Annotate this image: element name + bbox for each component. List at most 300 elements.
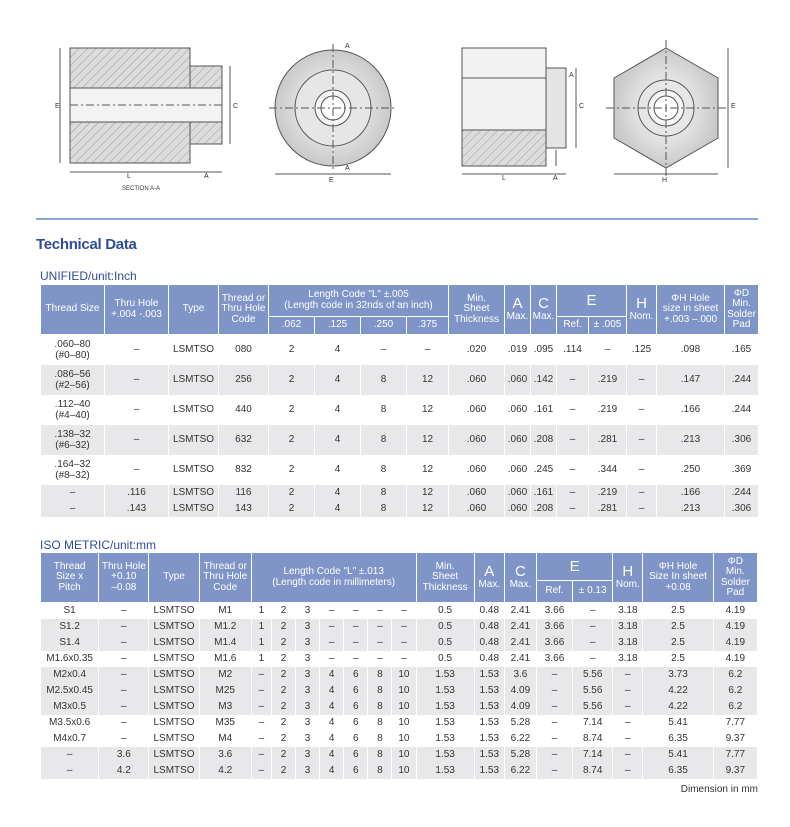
table-cell: 0.5 <box>416 635 474 651</box>
table-cell: M25 <box>199 683 251 699</box>
table-cell: 2 <box>271 619 295 635</box>
table-cell: 1.53 <box>416 763 474 779</box>
table-cell: 3 <box>296 651 320 667</box>
col-c: C Max. <box>531 285 557 335</box>
table-cell: 8 <box>368 763 392 779</box>
table-cell: 4 <box>315 425 361 455</box>
table-cell: – <box>627 395 657 425</box>
table-cell: .116 <box>105 485 169 501</box>
table-cell: .166 <box>657 395 725 425</box>
col-thread-code: Thread or Thru Hole Code <box>199 553 251 603</box>
table-cell: – <box>368 603 392 619</box>
table-cell: – <box>99 603 149 619</box>
table-cell: 2.5 <box>643 635 713 651</box>
table-cell: – <box>251 763 271 779</box>
table-cell: – <box>105 455 169 485</box>
table-cell: 1.53 <box>474 731 504 747</box>
table-cell: 3.66 <box>536 635 572 651</box>
table-cell: 3.73 <box>643 667 713 683</box>
table-cell: – <box>41 747 99 763</box>
table-cell: 2 <box>271 603 295 619</box>
table-cell: – <box>557 485 589 501</box>
table-cell: – <box>320 651 344 667</box>
table-cell: 1.53 <box>416 699 474 715</box>
table-cell: M2x0.4 <box>41 667 99 683</box>
table-cell: – <box>368 635 392 651</box>
table-cell: – <box>613 667 643 683</box>
table-cell: – <box>105 425 169 455</box>
table-cell: 6.22 <box>504 763 536 779</box>
table-cell: – <box>613 731 643 747</box>
table-cell: 2.41 <box>504 635 536 651</box>
unified-table-label: UNIFIED/unit:Inch <box>40 269 137 283</box>
table-cell: 2 <box>271 683 295 699</box>
table-cell: – <box>99 651 149 667</box>
table-cell: M2 <box>199 667 251 683</box>
table-cell: .250 <box>657 455 725 485</box>
table-cell: 10 <box>392 699 416 715</box>
table-cell: 3.18 <box>613 651 643 667</box>
table-cell: 0.5 <box>416 619 474 635</box>
table-row <box>41 335 759 365</box>
table-cell: 8 <box>368 715 392 731</box>
table-cell: 6 <box>344 683 368 699</box>
table-cell: – <box>368 651 392 667</box>
col-phi-h: ΦH Hole size in sheet +.003 –.000 <box>657 285 725 335</box>
table-cell: 8 <box>361 425 407 455</box>
table-cell: .143 <box>105 501 169 517</box>
table-cell: 5.41 <box>643 715 713 731</box>
table-cell: 4.2 <box>99 763 149 779</box>
table-cell: – <box>557 395 589 425</box>
table-cell: 1.53 <box>416 747 474 763</box>
table-cell: .114 <box>557 335 589 365</box>
table-cell: 2 <box>269 425 315 455</box>
table-cell: 2.5 <box>643 603 713 619</box>
table-cell: – <box>251 747 271 763</box>
table-cell: .098 <box>657 335 725 365</box>
table-cell: – <box>573 603 613 619</box>
table-cell: 2 <box>269 395 315 425</box>
col-type: Type <box>169 285 219 335</box>
table-cell: .095 <box>531 335 557 365</box>
table-cell: – <box>536 683 572 699</box>
table-cell: 6.2 <box>713 683 757 699</box>
table-cell: .306 <box>725 501 759 517</box>
table-cell: – <box>627 425 657 455</box>
table-cell: 143 <box>219 501 269 517</box>
table-cell: 6.35 <box>643 763 713 779</box>
table-cell: 2 <box>269 501 315 517</box>
table-row <box>41 425 759 455</box>
table-cell: 080 <box>219 335 269 365</box>
metric-table-body <box>41 603 758 779</box>
table-row <box>41 683 758 699</box>
table-cell: 7.14 <box>573 747 613 763</box>
table-cell: – <box>344 651 368 667</box>
table-cell: – <box>320 619 344 635</box>
table-cell: 832 <box>219 455 269 485</box>
table-cell: .306 <box>725 425 759 455</box>
table-cell: 5.56 <box>573 667 613 683</box>
table-cell: 4.19 <box>713 635 757 651</box>
table-cell: – <box>99 635 149 651</box>
table-cell: 2 <box>271 715 295 731</box>
section-view <box>60 48 230 172</box>
drawing-label: A <box>569 72 574 79</box>
table-cell: .060 <box>449 501 505 517</box>
table-cell: 10 <box>392 715 416 731</box>
table-cell: M3x0.5 <box>41 699 99 715</box>
table-cell: 3.6 <box>199 747 251 763</box>
table-cell: 6.2 <box>713 667 757 683</box>
table-cell: – <box>99 731 149 747</box>
table-row <box>41 731 758 747</box>
unified-table <box>40 284 759 517</box>
table-cell: – <box>557 425 589 455</box>
table-cell: – <box>557 365 589 395</box>
table-cell: 3 <box>296 747 320 763</box>
table-cell: .161 <box>531 485 557 501</box>
table-cell: 4 <box>320 715 344 731</box>
table-cell: .060 <box>449 455 505 485</box>
table-cell: 6 <box>344 667 368 683</box>
table-cell: – <box>557 455 589 485</box>
table-cell: .369 <box>725 455 759 485</box>
table-cell: 3 <box>296 763 320 779</box>
table-cell: 8 <box>361 455 407 485</box>
table-cell: – <box>407 335 449 365</box>
table-cell: 5.28 <box>504 715 536 731</box>
table-cell: .019 <box>505 335 531 365</box>
table-row <box>41 501 759 517</box>
drawing-label: E <box>329 177 334 184</box>
col-thread-size: Thread Size x Pitch <box>41 553 99 603</box>
table-cell: 1.53 <box>416 667 474 683</box>
table-cell: 3.6 <box>99 747 149 763</box>
table-cell: 2 <box>271 667 295 683</box>
drawing-label: E <box>731 103 736 110</box>
table-cell: 4 <box>315 501 361 517</box>
table-cell: – <box>536 699 572 715</box>
table-cell: 8 <box>368 667 392 683</box>
table-cell: 5.28 <box>504 747 536 763</box>
table-cell: 1 <box>251 635 271 651</box>
table-cell: 6.22 <box>504 731 536 747</box>
col-thread-code: Thread or Thru Hole Code <box>219 285 269 335</box>
table-cell: 6 <box>344 763 368 779</box>
table-cell: 8 <box>361 485 407 501</box>
col-phi-d: ΦD Min. Solder Pad <box>713 553 757 603</box>
col-h: H Nom. <box>613 553 643 603</box>
table-cell: 1 <box>251 651 271 667</box>
table-cell: LSMTSO <box>149 715 199 731</box>
table-cell: 2 <box>269 365 315 395</box>
technical-drawings <box>0 0 790 215</box>
table-cell: .208 <box>531 425 557 455</box>
table-cell: .060 <box>505 395 531 425</box>
table-cell: 2 <box>271 763 295 779</box>
table-cell: – <box>536 763 572 779</box>
table-cell: 116 <box>219 485 269 501</box>
table-cell: – <box>613 747 643 763</box>
table-cell: – <box>392 651 416 667</box>
table-cell: 3.66 <box>536 603 572 619</box>
table-cell: .164–32 (#8–32) <box>41 455 105 485</box>
table-cell: 12 <box>407 485 449 501</box>
table-row <box>41 455 759 485</box>
table-cell: 4.22 <box>643 683 713 699</box>
table-cell: .219 <box>589 365 627 395</box>
table-cell: – <box>536 747 572 763</box>
metric-table <box>40 552 758 779</box>
table-cell: 0.5 <box>416 603 474 619</box>
table-cell: 4.19 <box>713 603 757 619</box>
table-cell: .060 <box>505 365 531 395</box>
table-cell: .161 <box>531 395 557 425</box>
table-cell: – <box>344 603 368 619</box>
table-cell: LSMTSO <box>169 335 219 365</box>
table-cell: 2 <box>269 455 315 485</box>
table-cell: .245 <box>531 455 557 485</box>
table-cell: 3 <box>296 603 320 619</box>
table-cell: LSMTSO <box>169 501 219 517</box>
table-cell: 3 <box>296 699 320 715</box>
table-cell: M1.6 <box>199 651 251 667</box>
drawing-label: A <box>345 43 350 50</box>
table-cell: 10 <box>392 683 416 699</box>
table-cell: .244 <box>725 395 759 425</box>
table-cell: – <box>573 635 613 651</box>
table-cell: 4.22 <box>643 699 713 715</box>
hex-end-view <box>606 40 728 176</box>
table-cell: 3 <box>296 619 320 635</box>
table-cell: .213 <box>657 501 725 517</box>
col-thru-hole: Thru Hole +.004 -.003 <box>105 285 169 335</box>
table-cell: M35 <box>199 715 251 731</box>
drawing-label: E <box>55 103 60 110</box>
col-thru-hole: Thru Hole +0.10 –0.08 <box>99 553 149 603</box>
table-cell: – <box>613 715 643 731</box>
table-cell: – <box>99 699 149 715</box>
table-cell: 3 <box>296 667 320 683</box>
table-cell: 8.74 <box>573 763 613 779</box>
metric-table-label: ISO METRIC/unit:mm <box>40 538 157 552</box>
table-cell: 3.18 <box>613 635 643 651</box>
table-cell: 2 <box>271 635 295 651</box>
table-cell: 2.5 <box>643 651 713 667</box>
drawing-label: L <box>127 173 131 180</box>
drawing-label: A <box>345 165 350 172</box>
table-cell: 4 <box>320 731 344 747</box>
table-cell: 440 <box>219 395 269 425</box>
table-cell: 3.66 <box>536 651 572 667</box>
table-cell: 12 <box>407 425 449 455</box>
col-h: H Nom. <box>627 285 657 335</box>
table-cell: S1.4 <box>41 635 99 651</box>
table-cell: 7.14 <box>573 715 613 731</box>
table-row <box>41 365 759 395</box>
table-cell: – <box>41 501 105 517</box>
unified-table-body <box>41 335 759 517</box>
table-cell: 4 <box>320 683 344 699</box>
table-cell: 0.48 <box>474 619 504 635</box>
table-cell: 5.41 <box>643 747 713 763</box>
table-cell: – <box>573 619 613 635</box>
table-cell: 6 <box>344 731 368 747</box>
table-cell: .060 <box>505 425 531 455</box>
table-cell: LSMTSO <box>149 683 199 699</box>
table-cell: 4 <box>320 667 344 683</box>
table-cell: 3.66 <box>536 619 572 635</box>
table-cell: 1.53 <box>474 667 504 683</box>
table-cell: LSMTSO <box>149 731 199 747</box>
table-cell: 0.48 <box>474 651 504 667</box>
table-cell: 3 <box>296 683 320 699</box>
table-cell: – <box>99 619 149 635</box>
table-cell: .244 <box>725 485 759 501</box>
table-cell: – <box>251 683 271 699</box>
table-cell: 4 <box>315 485 361 501</box>
table-cell: – <box>41 763 99 779</box>
table-cell: 1.53 <box>416 731 474 747</box>
table-cell: 1.53 <box>474 699 504 715</box>
table-cell: – <box>99 715 149 731</box>
table-cell: 4.2 <box>199 763 251 779</box>
table-cell: – <box>392 635 416 651</box>
col-min-sheet: Min. Sheet Thickness <box>449 285 505 335</box>
table-row <box>41 395 759 425</box>
table-cell: 8 <box>368 683 392 699</box>
table-row <box>41 763 758 779</box>
table-cell: – <box>557 501 589 517</box>
table-cell: 4 <box>320 699 344 715</box>
table-cell: .213 <box>657 425 725 455</box>
table-cell: 1 <box>251 619 271 635</box>
table-cell: – <box>251 715 271 731</box>
table-cell: – <box>99 667 149 683</box>
table-cell: 0.48 <box>474 635 504 651</box>
table-cell: 12 <box>407 501 449 517</box>
table-cell: 8 <box>361 501 407 517</box>
col-e: E <box>536 553 612 581</box>
table-cell: LSMTSO <box>169 365 219 395</box>
table-cell: LSMTSO <box>149 603 199 619</box>
table-cell: 7.77 <box>713 715 757 731</box>
table-cell: 4.19 <box>713 619 757 635</box>
table-cell: – <box>99 683 149 699</box>
table-cell: 1 <box>251 603 271 619</box>
col-min-sheet: Min. Sheet Thickness <box>416 553 474 603</box>
table-cell: .166 <box>657 485 725 501</box>
table-cell: – <box>251 667 271 683</box>
table-cell: – <box>105 365 169 395</box>
col-e: E <box>557 285 627 317</box>
table-cell: M1.2 <box>199 619 251 635</box>
table-cell: 8 <box>368 747 392 763</box>
table-cell: .138–32 (#6–32) <box>41 425 105 455</box>
table-cell: LSMTSO <box>149 667 199 683</box>
table-cell: M1 <box>199 603 251 619</box>
drawing-label: C <box>579 103 585 110</box>
table-cell: 10 <box>392 667 416 683</box>
table-cell: 3.18 <box>613 603 643 619</box>
table-cell: – <box>573 651 613 667</box>
drawing-label: C <box>233 103 239 110</box>
table-cell: 1.53 <box>416 715 474 731</box>
table-cell: 10 <box>392 747 416 763</box>
table-cell: – <box>613 763 643 779</box>
table-cell: 3.18 <box>613 619 643 635</box>
table-cell: – <box>344 619 368 635</box>
table-cell: – <box>613 683 643 699</box>
drawing-label: H <box>662 177 668 184</box>
table-cell: 2.41 <box>504 651 536 667</box>
table-cell: 6.2 <box>713 699 757 715</box>
table-cell: – <box>368 619 392 635</box>
table-cell: LSMTSO <box>169 425 219 455</box>
table-cell: 0.48 <box>474 603 504 619</box>
table-cell: 4 <box>315 395 361 425</box>
table-row <box>41 715 758 731</box>
drawing-label: L <box>502 175 506 182</box>
table-cell: 1.53 <box>474 683 504 699</box>
table-cell: S1 <box>41 603 99 619</box>
table-cell: 1.53 <box>474 763 504 779</box>
table-cell: 10 <box>392 731 416 747</box>
table-cell: 6 <box>344 699 368 715</box>
table-cell: 2 <box>269 335 315 365</box>
table-cell: 8 <box>368 731 392 747</box>
table-cell: – <box>41 485 105 501</box>
table-cell: 6.35 <box>643 731 713 747</box>
table-cell: .219 <box>589 395 627 425</box>
table-cell: 2 <box>271 731 295 747</box>
table-cell: 2 <box>271 651 295 667</box>
table-row <box>41 699 758 715</box>
drawing-caption: SECTION A-A <box>122 186 161 192</box>
col-length-code: Length Code "L" ±.013 (Length code in millimeters) <box>251 553 416 603</box>
table-cell: – <box>344 635 368 651</box>
table-cell: – <box>361 335 407 365</box>
table-cell: .244 <box>725 365 759 395</box>
table-cell: – <box>536 715 572 731</box>
table-cell: .060 <box>449 395 505 425</box>
table-cell: 2 <box>271 699 295 715</box>
table-row <box>41 667 758 683</box>
table-cell: LSMTSO <box>149 747 199 763</box>
table-cell: – <box>392 603 416 619</box>
table-row <box>41 485 759 501</box>
table-cell: 4.09 <box>504 683 536 699</box>
table-cell: 2 <box>271 747 295 763</box>
table-cell: M4 <box>199 731 251 747</box>
table-cell: 9.37 <box>713 731 757 747</box>
table-cell: 1.53 <box>474 715 504 731</box>
table-cell: 5.56 <box>573 699 613 715</box>
table-cell: .060 <box>505 501 531 517</box>
table-cell: M3.5x0.6 <box>41 715 99 731</box>
col-thread-size: Thread Size <box>41 285 105 335</box>
table-cell: LSMTSO <box>149 635 199 651</box>
col-c: C Max. <box>504 553 536 603</box>
table-cell: – <box>536 667 572 683</box>
table-cell: LSMTSO <box>169 485 219 501</box>
table-cell: – <box>627 485 657 501</box>
table-cell: 12 <box>407 395 449 425</box>
table-cell: .344 <box>589 455 627 485</box>
table-cell: .165 <box>725 335 759 365</box>
